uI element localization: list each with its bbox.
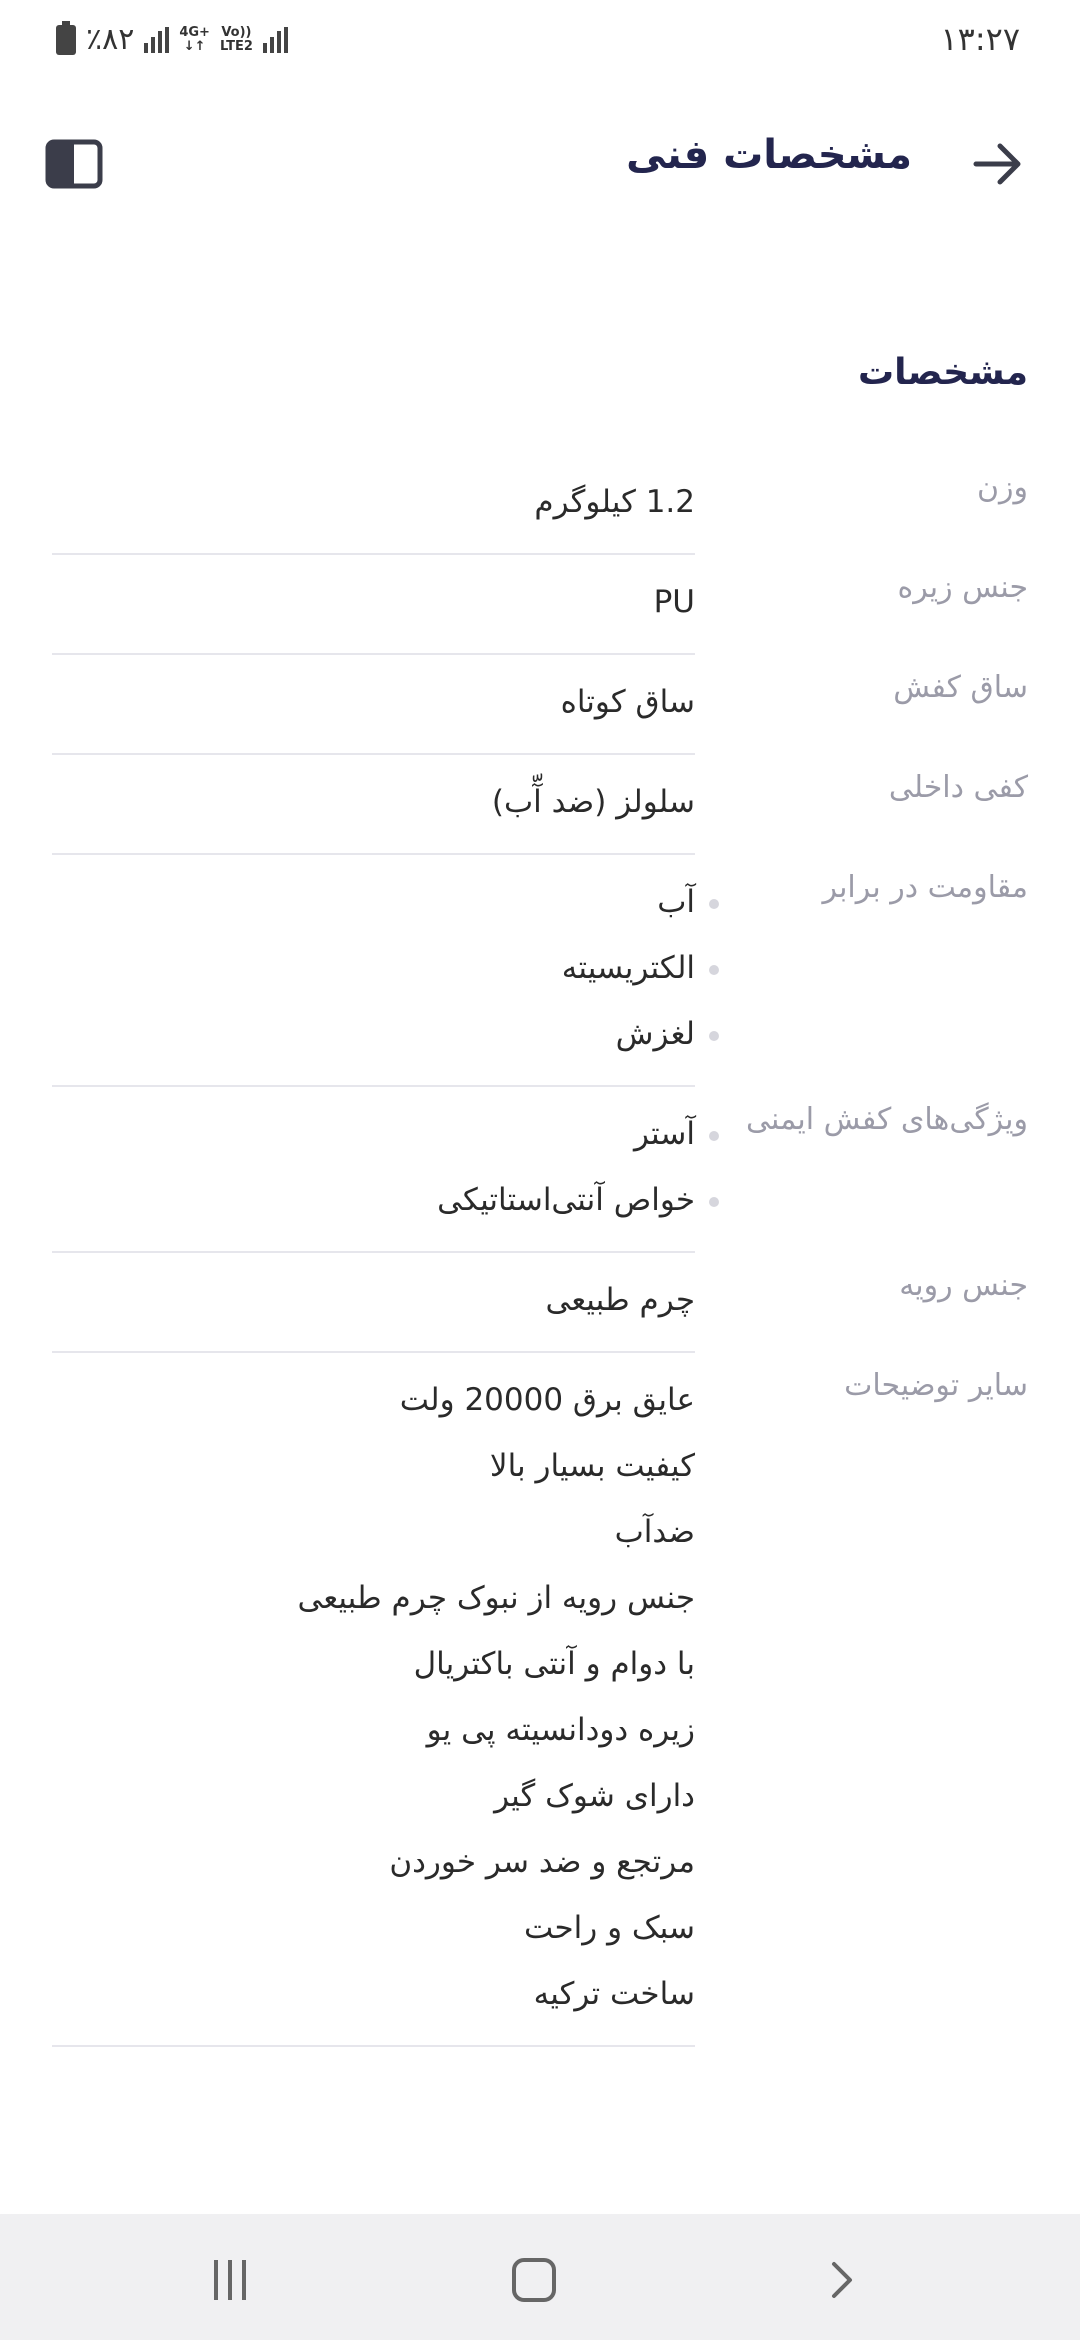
arrow-right-icon (968, 134, 1028, 194)
volte-indicator (220, 26, 253, 54)
back-nav-button[interactable] (822, 2260, 862, 2300)
system-nav-bar (0, 2214, 1080, 2340)
spec-values (52, 855, 695, 1087)
spec-label: مقاومت در برابر (822, 870, 1028, 905)
volte-label: Vo)) (221, 24, 252, 40)
page-title: مشخصات فنی (626, 132, 912, 178)
spec-value: سلولز (ضد آّب) (491, 784, 695, 820)
spec-row (52, 655, 1028, 755)
back-button[interactable] (968, 134, 1028, 194)
spec-row (52, 555, 1028, 655)
spec-label: جنس زیره (897, 570, 1028, 605)
spec-values (52, 1353, 695, 2047)
home-button[interactable] (512, 2258, 556, 2302)
network-arrows-icon: ↓↑ (183, 38, 206, 54)
spec-label: ساق کفش (893, 670, 1028, 705)
spec-value: سبک و راحت (524, 1910, 695, 1946)
spec-value: 1.2 کیلوگرم (534, 484, 695, 520)
signal-icon (144, 27, 169, 53)
spec-values (52, 1087, 695, 1253)
spec-value: ساخت ترکیه (533, 1976, 695, 2012)
spec-value: الکتریسیته (52, 935, 695, 1001)
spec-label: جنس رویه (899, 1268, 1028, 1303)
spec-label: کفی داخلی (888, 770, 1028, 805)
signal-icon-2 (263, 27, 288, 53)
spec-value: جنس رویه از نبوک چرم طبیعی (297, 1580, 695, 1616)
spec-value: عایق برق 20000 ولت (399, 1382, 695, 1418)
lte-label: LTE2 (219, 38, 253, 54)
spec-value: کیفیت بسیار بالا (489, 1448, 695, 1484)
compare-icon (44, 136, 104, 192)
spec-value: چرم طبیعی (545, 1282, 695, 1318)
spec-value: مرتجع و ضد سر خوردن (389, 1844, 695, 1880)
battery-percent: ٪۸۲ (86, 22, 135, 57)
recent-apps-button[interactable] (214, 2260, 254, 2300)
status-bar (0, 0, 1080, 80)
status-time: ۱۳:۲۷ (940, 20, 1020, 58)
spec-values (52, 755, 695, 855)
spec-value: دارای شوک گیر (494, 1778, 695, 1814)
spec-values (52, 655, 695, 755)
compare-button[interactable] (44, 136, 104, 192)
spec-value: آب (52, 869, 695, 935)
spec-value: با دوام و آنتی باکتریال (413, 1646, 695, 1682)
spec-row (52, 455, 1028, 555)
spec-value: آستر (52, 1101, 695, 1167)
spec-row (52, 1253, 1028, 1353)
spec-value: PU (653, 584, 695, 620)
spec-row (52, 1353, 1028, 2047)
network-type (179, 26, 210, 54)
specs-list (52, 455, 1028, 2047)
app-header (0, 110, 1080, 220)
status-indicators (56, 22, 288, 57)
spec-label: ویژگی‌های کفش ایمنی (746, 1102, 1028, 1137)
spec-value: زیره دودانسیته پی یو (426, 1712, 695, 1748)
spec-label: وزن (976, 470, 1028, 505)
spec-value: ضدآب (614, 1514, 695, 1550)
spec-value: ساق کوتاه (560, 684, 695, 720)
spec-value: خواص آنتی‌استاتیکی (52, 1167, 695, 1233)
spec-value: لغزش (52, 1001, 695, 1067)
spec-row (52, 755, 1028, 855)
spec-row (52, 1087, 1028, 1253)
spec-label: سایر توضیحات (844, 1368, 1028, 1403)
spec-values (52, 455, 695, 555)
spec-values (52, 555, 695, 655)
spec-row (52, 855, 1028, 1087)
spec-values (52, 1253, 695, 1353)
back-icon (822, 2260, 862, 2300)
section-title: مشخصات (857, 352, 1028, 393)
network-type-top: 4G+ (179, 24, 210, 40)
battery-icon (56, 25, 76, 55)
